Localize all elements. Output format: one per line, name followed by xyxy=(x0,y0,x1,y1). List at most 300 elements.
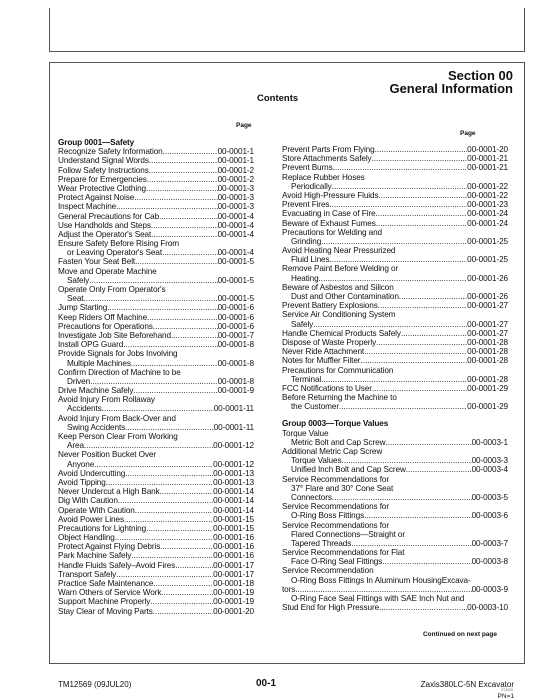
toc-entry-page: 00-0001-23 xyxy=(467,200,508,210)
toc-entry-title: Service Recommendation xyxy=(282,566,374,576)
toc-entry-title: Swing Accidents xyxy=(67,422,126,432)
toc-entry xyxy=(282,228,508,237)
toc-entry xyxy=(282,465,508,474)
toc-entry xyxy=(282,191,508,200)
toc-entry-title: Face O-Ring Seal Fittings xyxy=(291,557,383,567)
toc-entry-page: 00-0001-12 xyxy=(213,441,254,451)
toc-entry-page: 00-0001-26 xyxy=(467,273,508,283)
toc-entry-title: Precautions for Communication xyxy=(282,365,394,375)
toc-entry-title: Prepare for Emergencies xyxy=(58,174,147,184)
toc-entry xyxy=(58,460,254,469)
toc-entry-page: 00-0001-27 xyxy=(467,319,508,329)
toc-leader-dots xyxy=(332,182,467,191)
toc-entry xyxy=(282,603,508,612)
toc-entry-page: 00-0001-16 xyxy=(213,533,254,543)
toc-entry xyxy=(58,588,254,597)
toc-entry-page: 00-0001-11 xyxy=(213,422,254,432)
toc-entry-title: Fluid Lines xyxy=(291,255,330,265)
toc-leader-dots xyxy=(406,465,472,474)
toc-entry xyxy=(58,368,254,377)
toc-leader-dots xyxy=(135,506,213,515)
toc-left-column xyxy=(58,136,254,616)
toc-entry-title: Torque Values xyxy=(291,456,342,466)
toc-entry-title: Protect Against Noise xyxy=(58,193,135,203)
toc-entry-title: Notes for Muffler Filter xyxy=(282,356,361,366)
toc-entry xyxy=(58,359,254,368)
toc-leader-dots xyxy=(151,221,218,230)
toc-entry-page: 00-0003-4 xyxy=(471,465,508,475)
toc-leader-dots xyxy=(150,597,213,606)
toc-entry-title: Store Attachments Safely xyxy=(282,154,372,164)
toc-entry-title: Prevent Parts From Flying xyxy=(282,145,375,154)
toc-entry-title: Object Handling xyxy=(58,533,115,543)
toc-leader-dots xyxy=(131,359,218,368)
toc-entry-title: Use Handholds and Steps xyxy=(58,220,151,230)
toc-entry xyxy=(282,375,508,384)
toc-entry-page: 00-0001-8 xyxy=(217,358,254,368)
toc-entry xyxy=(282,145,508,154)
toc-leader-dots xyxy=(115,533,213,542)
toc-group-heading xyxy=(282,419,508,428)
toc-leader-dots xyxy=(147,175,218,184)
toc-entry-title: Precautions for Operations xyxy=(58,321,153,331)
toc-entry-title: Adjust the Operator's Seat xyxy=(58,229,152,239)
toc-leader-dots xyxy=(372,384,467,393)
toc-entry-title: Beware of Asbestos and Silicon xyxy=(282,282,394,292)
toc-entry-title: Avoid Undercutting xyxy=(58,468,126,478)
toc-entry-title: Additional Metric Cap Screw xyxy=(282,447,383,456)
toc-entry-title: Confirm Direction of Machine to be xyxy=(58,367,181,377)
toc-entry-page: 00-0001-20 xyxy=(467,145,508,154)
toc-entry-title: Service Air Conditioning System xyxy=(282,310,396,320)
toc-entry-page: 00-0003-1 xyxy=(471,437,508,447)
toc-entry-page: 00-0001-4 xyxy=(217,220,254,230)
toc-entry-page: 00-0001-6 xyxy=(217,321,254,331)
toc-entry xyxy=(282,292,508,301)
toc-right-column xyxy=(282,145,508,612)
footer-manual-id: TM12569 (09JUL20) xyxy=(58,680,132,689)
toc-entry xyxy=(282,200,508,209)
toc-entry xyxy=(58,193,254,202)
toc-leader-dots xyxy=(118,496,213,505)
toc-entry xyxy=(58,561,254,570)
toc-leader-dots xyxy=(84,441,213,450)
toc-entry xyxy=(282,475,508,484)
toc-entry xyxy=(282,356,508,365)
toc-entry xyxy=(58,257,254,266)
toc-entry xyxy=(282,530,508,539)
toc-entry-page: 00-0001-2 xyxy=(217,174,254,184)
toc-leader-dots xyxy=(133,386,217,395)
toc-entry-title: Service Recommendations for xyxy=(282,502,389,512)
toc-entry xyxy=(58,166,254,175)
toc-entry xyxy=(282,209,508,218)
toc-entry xyxy=(58,441,254,450)
toc-entry xyxy=(58,239,254,248)
toc-entry-title: Dust and Other Contamination xyxy=(291,292,399,301)
footer-date-code: 072020 xyxy=(501,688,513,692)
toc-entry xyxy=(58,607,254,616)
toc-leader-dots xyxy=(329,200,467,209)
toc-entry xyxy=(282,576,508,585)
toc-entry-page: 00-0001-8 xyxy=(217,340,254,350)
toc-entry xyxy=(282,338,508,347)
toc-entry xyxy=(58,579,254,588)
toc-entry xyxy=(58,202,254,211)
toc-leader-dots xyxy=(376,219,467,228)
toc-leader-dots xyxy=(163,147,218,156)
toc-entry-page: 00-0001-4 xyxy=(217,229,254,239)
toc-entry xyxy=(58,230,254,239)
toc-entry-title: O-Ring Boss Fittings In Aluminum HousingExcava- xyxy=(291,575,471,585)
toc-leader-dots xyxy=(360,356,467,365)
toc-entry-page: 00-0001-4 xyxy=(217,248,254,258)
toc-entry-title: Avoid Tipping xyxy=(58,477,106,487)
toc-entry-title: or Leaving Operator's Seat xyxy=(67,248,162,258)
toc-entry-title: Prevent Battery Explosions xyxy=(282,301,378,311)
toc-entry-title: Group 0001—Safety xyxy=(58,138,135,147)
toc-leader-dots xyxy=(106,478,213,487)
right-page-header: Page xyxy=(460,130,476,137)
toc-entry xyxy=(58,487,254,496)
toc-entry-page: 00-0001-5 xyxy=(217,257,254,267)
toc-entry xyxy=(58,267,254,276)
toc-entry-title: Avoid Heating Near Pressurized xyxy=(282,246,396,256)
toc-entry-page: 00-0001-14 xyxy=(213,505,254,515)
toc-leader-dots xyxy=(376,338,467,347)
toc-entry xyxy=(58,248,254,257)
toc-entry-page: 00-0001-14 xyxy=(213,487,254,497)
toc-entry xyxy=(282,402,508,411)
footer-model: Zaxis380LC-5N Excavator xyxy=(420,680,514,689)
toc-entry-page: 00-0001-12 xyxy=(213,459,254,469)
toc-leader-dots xyxy=(116,202,217,211)
toc-entry xyxy=(282,301,508,310)
toc-leader-dots xyxy=(160,487,213,496)
toc-entry xyxy=(282,173,508,182)
toc-entry-page: 00-0003-9 xyxy=(471,584,508,594)
toc-leader-dots xyxy=(147,313,218,322)
toc-entry-title: Operate Only From Operator's xyxy=(58,285,166,294)
toc-entry-page: 00-0001-8 xyxy=(217,376,254,386)
section-number: Section 00 xyxy=(447,68,513,83)
toc-entry xyxy=(58,147,254,156)
toc-entry-title: Seat xyxy=(67,294,84,304)
toc-entry-page: 00-0001-29 xyxy=(467,383,508,393)
toc-entry xyxy=(282,283,508,292)
toc-entry-title: Stud End for High Pressure xyxy=(282,603,380,613)
toc-entry xyxy=(282,219,508,228)
toc-entry-page: 00-0001-20 xyxy=(213,606,254,616)
toc-entry-page: 00-0001-15 xyxy=(213,523,254,533)
toc-entry xyxy=(58,331,254,340)
toc-entry xyxy=(58,156,254,165)
toc-entry-title: Support Machine Properly xyxy=(58,597,151,607)
toc-leader-dots xyxy=(125,423,214,432)
toc-leader-dots xyxy=(153,322,218,331)
toc-leader-dots xyxy=(175,561,213,570)
toc-entry-title: Transport Safely xyxy=(58,569,117,579)
toc-entry xyxy=(58,506,254,515)
toc-entry xyxy=(58,469,254,478)
toc-leader-dots xyxy=(107,303,217,312)
toc-entry-title: 37° Flare and 30° Cone Seat xyxy=(291,483,394,493)
toc-entry-title: Wear Protective Clothing xyxy=(58,183,147,193)
toc-leader-dots xyxy=(382,557,471,566)
toc-entry-title: General Precautions for Cab xyxy=(58,211,160,221)
toc-entry-page: 00-0003-5 xyxy=(471,492,508,502)
toc-entry-page: 00-0001-6 xyxy=(217,303,254,313)
toc-entry xyxy=(58,294,254,303)
toc-leader-dots xyxy=(159,212,217,221)
toc-leader-dots xyxy=(341,456,471,465)
header-frame xyxy=(49,8,525,52)
toc-entry-page: 00-0001-22 xyxy=(467,190,508,200)
toc-leader-dots xyxy=(102,404,214,413)
toc-entry-title: Jump Starting xyxy=(58,303,108,313)
toc-entry-title: Metric Bolt and Cap Screw xyxy=(291,437,386,447)
toc-leader-dots xyxy=(375,209,467,218)
toc-entry-title: Evacuating in Case of Fire xyxy=(282,209,376,219)
toc-leader-dots xyxy=(401,329,467,338)
toc-entry xyxy=(282,237,508,246)
toc-entry-page: 00-0001-18 xyxy=(213,579,254,588)
toc-entry xyxy=(58,349,254,358)
toc-leader-dots xyxy=(146,524,213,533)
toc-leader-dots xyxy=(339,402,467,411)
toc-entry xyxy=(58,276,254,285)
toc-entry xyxy=(58,597,254,606)
toc-entry-page: 00-0001-16 xyxy=(213,542,254,552)
toc-entry xyxy=(58,432,254,441)
toc-entry-title: Never Position Bucket Over xyxy=(58,450,156,460)
toc-entry-page: 00-0001-27 xyxy=(467,328,508,338)
toc-entry-title: Precautions for Lightning xyxy=(58,523,147,533)
toc-entry xyxy=(282,366,508,375)
toc-spacer xyxy=(282,411,508,417)
toc-entry xyxy=(282,163,508,172)
toc-entry xyxy=(282,310,508,319)
toc-entry-title: Never Undercut a High Bank xyxy=(58,487,160,497)
toc-entry xyxy=(282,511,508,520)
toc-entry-page: 00-0001-24 xyxy=(467,218,508,228)
toc-entry-title: O-Ring Boss Fittings xyxy=(291,511,365,521)
toc-leader-dots xyxy=(134,193,217,202)
toc-entry-page: 00-0001-19 xyxy=(213,597,254,607)
toc-entry xyxy=(58,303,254,312)
toc-entry-page: 00-0001-25 xyxy=(467,236,508,246)
toc-entry-title: Driven xyxy=(67,376,91,386)
toc-entry xyxy=(58,496,254,505)
toc-entry xyxy=(282,502,508,511)
toc-entry xyxy=(282,393,508,402)
toc-entry xyxy=(58,524,254,533)
toc-entry-title: Precautions for Welding and xyxy=(282,227,383,237)
toc-entry-title: Service Recommendations for xyxy=(282,474,389,484)
toc-entry-page: 00-0001-17 xyxy=(213,569,254,579)
toc-leader-dots xyxy=(151,230,217,239)
toc-entry xyxy=(58,478,254,487)
toc-entry xyxy=(58,221,254,230)
toc-entry-title: Move and Operate Machine xyxy=(58,266,157,276)
toc-entry-title: Tapered Threads xyxy=(291,538,352,548)
toc-entry-page: 00-0001-5 xyxy=(217,275,254,285)
toc-entry-page: 00-0003-3 xyxy=(471,456,508,466)
toc-entry xyxy=(58,175,254,184)
toc-leader-dots xyxy=(332,493,472,502)
toc-entry-page: 00-0001-17 xyxy=(213,560,254,570)
toc-entry-title: Avoid Power Lines xyxy=(58,514,124,524)
toc-entry xyxy=(282,493,508,502)
toc-entry-title: Group 0003—Torque Values xyxy=(282,419,389,429)
toc-leader-dots xyxy=(83,294,217,303)
toc-leader-dots xyxy=(364,347,467,356)
toc-leader-dots xyxy=(116,570,213,579)
toc-entry-title: Park Machine Safely xyxy=(58,551,132,561)
toc-leader-dots xyxy=(131,551,213,560)
toc-entry xyxy=(282,329,508,338)
toc-entry-page: 00-0001-11 xyxy=(213,404,254,414)
toc-entry-title: Handle Fluids Safely–Avoid Fires xyxy=(58,560,176,570)
toc-entry-title: Remove Paint Before Welding or xyxy=(282,264,399,274)
toc-entry xyxy=(58,450,254,459)
toc-entry-page: 00-0001-14 xyxy=(213,496,254,506)
toc-entry-page: 00-0001-4 xyxy=(217,211,254,221)
toc-leader-dots xyxy=(123,340,217,349)
toc-entry-title: Prevent Burns xyxy=(282,163,333,173)
toc-entry xyxy=(282,456,508,465)
toc-entry-title: Dig With Caution xyxy=(58,496,118,506)
toc-leader-dots xyxy=(125,469,213,478)
toc-entry-title: Multiple Machines xyxy=(67,358,131,368)
toc-entry xyxy=(282,594,508,603)
toc-entry-title: Never Ride Attachment xyxy=(282,347,365,357)
toc-entry-page: 00-0003-10 xyxy=(467,603,508,613)
toc-leader-dots xyxy=(378,191,467,200)
toc-entry-title: Heating xyxy=(291,273,319,283)
toc-leader-dots xyxy=(124,515,213,524)
toc-entry-title: Practice Safe Maintenance xyxy=(58,579,154,588)
toc-entry-page: 00-0001-25 xyxy=(467,255,508,265)
toc-entry-title: Flared Connections—Straight or xyxy=(291,529,405,539)
toc-leader-dots xyxy=(321,237,467,246)
toc-entry-page: 00-0001-13 xyxy=(213,477,254,487)
toc-leader-dots xyxy=(149,156,218,165)
toc-entry-title: Recognize Safety Information xyxy=(58,147,163,157)
toc-entry-page: 00-0001-7 xyxy=(217,330,254,340)
toc-leader-dots xyxy=(89,276,217,285)
toc-leader-dots xyxy=(351,539,471,548)
toc-leader-dots xyxy=(321,375,467,384)
toc-entry-title: Beware of Exhaust Fumes xyxy=(282,218,376,228)
section-title: General Information xyxy=(389,81,513,96)
toc-entry-title: Follow Safety Instructions xyxy=(58,165,149,175)
toc-entry-title: Before Returning the Machine to xyxy=(282,393,397,403)
toc-entry-title: Unified Inch Bolt and Cap Screw xyxy=(291,465,406,475)
footer-pn: PN=1 xyxy=(497,693,514,700)
toc-entry xyxy=(58,322,254,331)
toc-entry-page: 00-0001-9 xyxy=(217,386,254,396)
toc-entry-title: Torque Value xyxy=(282,428,329,438)
toc-entry-title: Warn Others of Service Work xyxy=(58,588,162,598)
toc-entry xyxy=(58,212,254,221)
toc-entry xyxy=(58,423,254,432)
toc-entry-title: Avoid Injury From Rollaway xyxy=(58,395,155,405)
toc-leader-dots xyxy=(375,145,468,154)
toc-entry-page: 00-0001-13 xyxy=(213,468,254,478)
toc-entry-title: Avoid Injury From Back-Over and xyxy=(58,413,176,423)
toc-entry-page: 00-0001-28 xyxy=(467,356,508,366)
footer-page-number: 00-1 xyxy=(256,678,277,689)
toc-entry-title: Ensure Safety Before Rising From xyxy=(58,239,180,249)
toc-entry-title: Keep Riders Off Machine xyxy=(58,312,148,322)
toc-entry-title: Grinding xyxy=(291,236,322,246)
toc-entry-page: 00-0003-8 xyxy=(471,557,508,567)
toc-entry xyxy=(58,570,254,579)
toc-entry-page: 00-0003-6 xyxy=(471,511,508,521)
toc-entry-page: 00-0001-22 xyxy=(467,181,508,191)
toc-entry-title: Protect Against Flying Debris xyxy=(58,542,161,552)
toc-entry xyxy=(58,551,254,560)
toc-leader-dots xyxy=(171,331,218,340)
toc-entry-title: Keep Person Clear From Working xyxy=(58,432,178,441)
toc-leader-dots xyxy=(313,320,467,329)
toc-entry xyxy=(282,274,508,283)
toc-entry-page: 00-0001-1 xyxy=(217,156,254,166)
toc-entry xyxy=(282,566,508,575)
toc-leader-dots xyxy=(153,579,213,588)
toc-entry xyxy=(282,154,508,163)
toc-leader-dots xyxy=(333,163,468,172)
toc-entry-title: Install OPG Guard xyxy=(58,340,124,350)
toc-entry-title: Anyone xyxy=(67,459,95,469)
toc-entry-title: Fasten Your Seat Belt xyxy=(58,257,136,267)
toc-entry-page: 00-0001-3 xyxy=(217,202,254,212)
toc-entry xyxy=(282,484,508,493)
toc-entry xyxy=(282,585,508,594)
toc-entry xyxy=(58,377,254,386)
toc-entry xyxy=(58,404,254,413)
toc-leader-dots xyxy=(330,255,468,264)
toc-leader-dots xyxy=(161,588,213,597)
toc-entry xyxy=(282,246,508,255)
toc-entry xyxy=(282,320,508,329)
toc-leader-dots xyxy=(385,438,471,447)
toc-entry xyxy=(282,548,508,557)
toc-entry xyxy=(282,255,508,264)
toc-entry-title: Investigate Job Site Beforehand xyxy=(58,330,171,340)
toc-entry-page: 00-0001-28 xyxy=(467,337,508,347)
toc-leader-dots xyxy=(378,301,467,310)
toc-leader-dots xyxy=(149,166,218,175)
toc-leader-dots xyxy=(319,274,468,283)
contents-title: Contents xyxy=(257,93,299,104)
toc-entry-page: 00-0001-28 xyxy=(467,374,508,384)
toc-entry-title: Terminal xyxy=(291,374,322,384)
toc-entry xyxy=(282,347,508,356)
toc-entry-page: 00-0001-26 xyxy=(467,292,508,301)
toc-entry xyxy=(58,414,254,423)
toc-entry-title: FCC Notifications to User xyxy=(282,383,372,393)
toc-entry-title: Accidents xyxy=(67,404,102,414)
toc-entry-title: Connectors xyxy=(291,492,332,502)
toc-leader-dots xyxy=(372,154,468,163)
toc-leader-dots xyxy=(94,460,213,469)
toc-entry-page: 00-0001-27 xyxy=(467,301,508,311)
toc-leader-dots xyxy=(135,257,217,266)
toc-entry-page: 00-0001-3 xyxy=(217,183,254,193)
toc-entry-page: 00-0001-28 xyxy=(467,347,508,357)
